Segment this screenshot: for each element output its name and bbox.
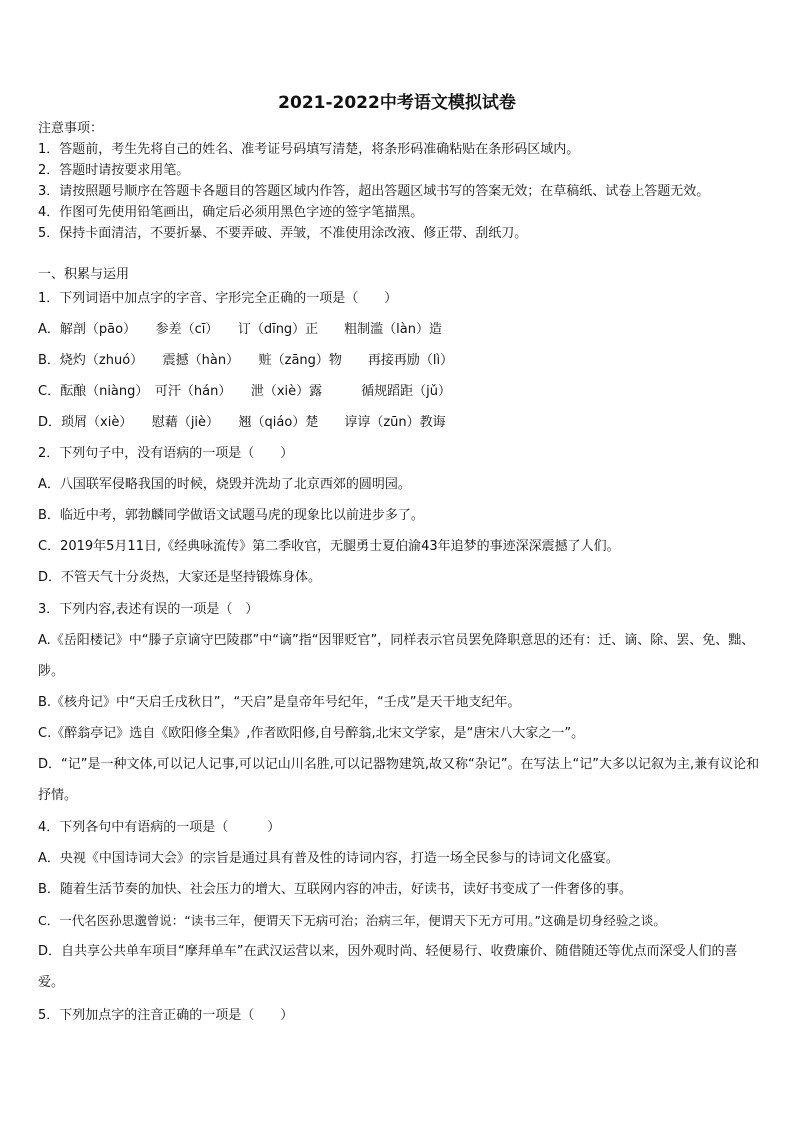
option-b: B．临近中考，郭勃麟同学做语文试题马虎的现象比以前进步多了。	[38, 508, 424, 523]
notice-item: 5．保持卡面清洁，不要折暴、不要弄破、弄皱，不准使用涂改液、修正带、刮纸刀。	[38, 226, 528, 241]
question-5	[38, 1000, 760, 1031]
option-d: D．不管天气十分炎热，大家还是坚持锻炼身体。	[38, 570, 322, 585]
notice-block	[38, 118, 768, 244]
notice-heading: 注意事项：	[38, 121, 104, 136]
notice-item: 1．答题前，考生先将自己的姓名、准考证号码填写清楚，将条形码准确粘贴在条形码区域内。	[38, 142, 580, 157]
option-a: A.《岳阳楼记》中“滕子京谪守巴陵郡”中“谪”指“因罪贬官”，同样表示官员罢免降职意思的还有：迁、谪、除、罢、免、黜、陟。	[38, 633, 755, 679]
question-stem: 1．下列词语中加点字的字音、字形完全正确的一项是（ ）	[38, 291, 398, 306]
option-c: C.《醉翁亭记》选自《欧阳修全集》,作者欧阳修,自号醉翁,北宋文学家，是“唐宋八大家之一”。	[38, 726, 585, 741]
question-4	[38, 812, 760, 998]
option-a: A．解剖（pāo） 参差（cī） 订（dīng）正 粗制滥（làn）造	[38, 322, 442, 337]
option-d: D．自共享公共单车项目“摩拜单车”在武汉运营以来，因外观时尚、轻便易行、收费廉价、随借随还等优点而深受人们的喜爱。	[38, 944, 738, 990]
option-c: C．2019年5月11日,《经典咏流传》第二季收官，无腿勇士夏伯渝43年追梦的事迹深深震撼了人们。	[38, 539, 620, 554]
question-stem: 4．下列各句中有语病的一项是（ ）	[38, 820, 281, 835]
option-c: C．一代名医孙思邈曾说：“读书三年，便谓天下无病可治；治病三年，便谓天下无方可用。”这确是切身经验之谈。	[38, 913, 666, 928]
notice-item: 2．答题时请按要求用笔。	[38, 163, 190, 178]
question-stem: 2．下列句子中，没有语病的一项是（ ）	[38, 446, 294, 461]
question-stem: 3．下列内容,表述有误的一项是（ ）	[38, 602, 259, 617]
question-2	[38, 438, 760, 593]
option-b: B．烧灼（zhuó） 震撼（hàn） 赃（zāng）物 再接再励（lì）	[38, 353, 454, 368]
option-b: B.《核舟记》中“天启壬戌秋日”，“天启”是皇帝年号纪年，“壬戌”是天干地支纪年。	[38, 695, 521, 710]
option-d: D．琐屑（xiè） 慰藉（jiè） 翘（qiáo）楚 谆谆（zūn）教诲	[38, 415, 446, 430]
page-title: 2021-2022中考语文模拟试卷	[278, 93, 516, 113]
question-3	[38, 594, 760, 811]
option-a: A．八国联军侵略我国的时候，烧毁并洗劫了北京西郊的圆明园。	[38, 477, 411, 492]
notice-item: 4．作图可先使用铅笔画出，确定后必须用黑色字迹的签字笔描黑。	[38, 205, 424, 220]
option-d: D．“记”是一种文体,可以记人记事,可以记山川名胜,可以记器物建筑,故又称“杂记”。在写法上“记”大多以记叙为主,兼有议论和抒情。	[38, 757, 760, 803]
question-stem: 5．下列加点字的注音正确的一项是（ ）	[38, 1008, 294, 1023]
option-c: C．酝酿（niàng） 可汗（hán） 泄（xiè）露 循规蹈距（jǔ）	[38, 384, 451, 399]
option-a: A．央视《中国诗词大会》的宗旨是通过具有普及性的诗词内容，打造一场全民参与的诗词文化盛宴。	[38, 851, 619, 866]
notice-item: 3．请按照题号顺序在答题卡各题目的答题区域内作答，超出答题区域书写的答案无效；在草稿纸、试卷上答题无效。	[38, 184, 710, 199]
option-b: B．随着生活节奏的加快、社会压力的增大、互联网内容的冲击，好读书，读好书变成了一件奢侈的事。	[38, 882, 632, 897]
question-1	[38, 283, 760, 438]
section-heading: 一、积累与运用	[38, 267, 130, 282]
